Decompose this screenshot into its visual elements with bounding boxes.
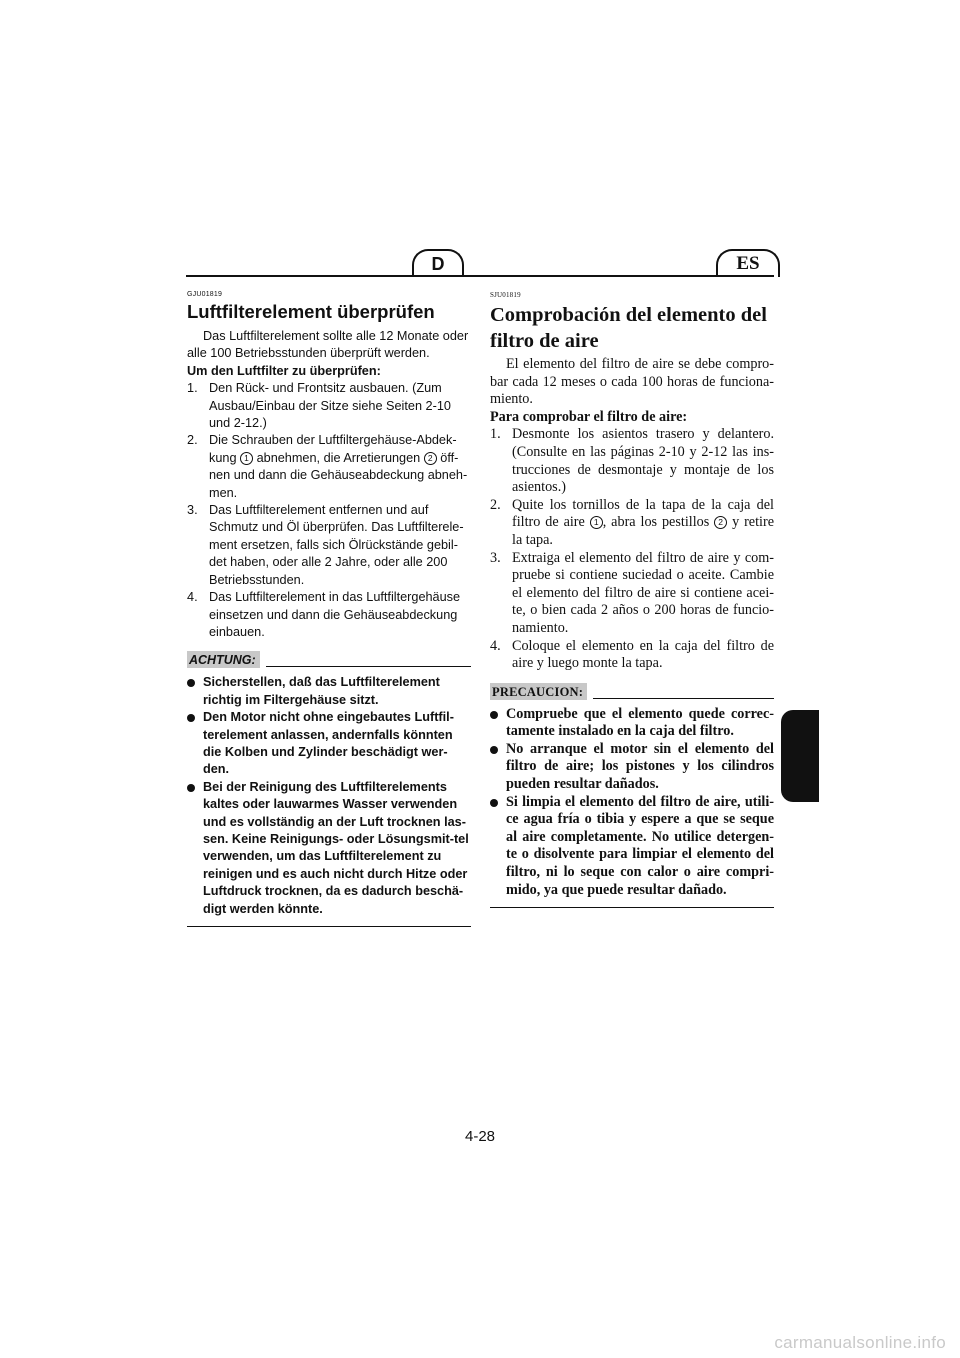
language-label-de: D: [431, 253, 445, 274]
caution-list: [187, 674, 471, 918]
intro-paragraph: El elemento del filtro de aire se debe compro-bar cada 12 meses o cada 100 horas de funciona-miento.: [490, 356, 774, 408]
step-number: 3.: [490, 549, 501, 566]
language-tab-spanish: [716, 249, 780, 277]
step-item: 4. Das Luftfilterelement in das Luftfiltergehäuse einsetzen und dann die Gehäuseabdeckung einbauen.: [187, 590, 461, 639]
step-number: 4.: [187, 590, 198, 605]
section-code: GJU01819: [187, 291, 223, 298]
step-item: 1. Desmonte los asientos trasero y delantero. (Consulte en las páginas 2-10 y 2-12 las ins-trucciones de desmontaje y montaje de los asientos.): [490, 426, 774, 496]
caution-item: No arranque el motor sin el elemento del filtro de aire; los pistones y los cilindros pueden resultar dañados.: [490, 741, 774, 794]
step-item: 3. Das Luftfilterelement entfernen und auf Schmutz und Öl überprüfen. Das Luftfilterele-ment ersetzen, falls sich Ölrückstände gebil-det haben, oder alle 2 Jahre, oder alle 200 Betriebsstunden.: [187, 503, 464, 587]
caution-header: [490, 682, 774, 700]
bullet-icon: [187, 784, 195, 792]
caution-header: [187, 650, 471, 668]
intro-paragraph: Das Luftfilterelement sollte alle 12 Monate oder alle 100 Betriebsstunden überprüft werden.: [187, 329, 469, 361]
caution-item: Si limpia el elemento del filtro de aire, utili-ce agua fría o tibia y espere a que se seque al aire completamente. No utilice detergen-te o disolvente para limpiar el elemento del filtro, ni lo seque con calor o aire compri-mido, ya que puede resultar dañado.: [490, 794, 774, 900]
caution-list: [490, 706, 774, 900]
bullet-icon: [490, 746, 498, 754]
step-number: 3.: [187, 503, 198, 518]
language-tab-german: [412, 249, 464, 277]
step-number: 2.: [490, 496, 501, 513]
bullet-icon: [490, 799, 498, 807]
step-item: 3. Extraiga el elemento del filtro de aire y com-pruebe si contiene suciedad o aceite. Cambie el elemento del filtro de aire si contiene acei-te, o bien cada 2 años o 200 horas de funcio-namiento.: [490, 549, 774, 636]
caution-item: Bei der Reinigung des Luftfilterelements kaltes oder lauwarmes Wasser verwenden und es vollständig an der Luft trocknen las-sen. Keine Reinigungs- oder Lösungsmit-tel verwenden, um das Luftfilterelement zu reinigen und es auch nicht durch Hitze oder Luftdruck trocknen, da es dadurch beschä-digt werden könnte.: [187, 779, 471, 918]
watermark: carmanualsonline.info: [774, 1333, 946, 1352]
section-title: Comprobación del elemento del filtro de aire: [490, 304, 767, 352]
caution-item: Den Motor nicht ohne eingebautes Luftfil-terelement anlassen, andernfalls könnten die Kolben und Zylinder beschädigt wer-den.: [187, 709, 471, 779]
step-list: [187, 380, 471, 641]
bullet-icon: [187, 679, 195, 687]
step-item: 2. Die Schrauben der Luftfiltergehäuse-Abdek-kung 1 abnehmen, die Arretierungen 2 öff-nen und dann die Gehäuseabdeckung abneh-men.: [187, 433, 468, 500]
caution-item: Compruebe que el elemento quede correc-tamente instalado en la caja del filtro.: [490, 706, 774, 741]
page-number: 4-28: [464, 1128, 496, 1145]
step-item: 2. Quite los tornillos de la tapa de la caja del filtro de aire 1 , abra los pestillos 2 y retire la tapa.: [490, 496, 775, 548]
section-code: SJU01819: [490, 291, 521, 299]
callout-marker: 1: [240, 452, 253, 465]
step-item: 1. Den Rück- und Frontsitz ausbauen. (Zum Ausbau/Einbau der Sitze siehe Seiten 2-10 und 2-12.): [187, 381, 451, 431]
bullet-icon: [187, 714, 195, 722]
procedure-heading: Para comprobar el filtro de aire:: [490, 408, 688, 425]
caution-rule: [266, 666, 471, 667]
callout-marker: 2: [714, 516, 727, 529]
caution-label: PRECAUCION:: [490, 683, 587, 700]
callout-marker: 1: [590, 516, 603, 529]
german-column: [187, 290, 471, 927]
language-label-es: ES: [736, 253, 760, 274]
caution-item: Sicherstellen, daß das Luftfilterelement richtig im Filtergehäuse sitzt.: [187, 674, 471, 709]
step-number: 4.: [490, 637, 501, 654]
spanish-column: [490, 290, 774, 908]
callout-marker: 2: [424, 452, 437, 465]
step-item: 4. Coloque el elemento en la caja del filtro de aire y luego monte la tapa.: [490, 637, 774, 672]
step-number: 1.: [187, 381, 198, 396]
step-number: 1.: [490, 426, 501, 443]
caution-end-rule: [490, 907, 774, 908]
section-title: Luftfilterelement überprüfen: [187, 301, 435, 322]
caution-end-rule: [187, 926, 471, 927]
caution-label: ACHTUNG:: [187, 651, 260, 668]
chapter-tab: [781, 710, 819, 802]
caution-rule: [593, 698, 774, 699]
bullet-icon: [490, 711, 498, 719]
procedure-heading: Um den Luftfilter zu überprüfen:: [187, 363, 381, 378]
step-list: [490, 426, 774, 672]
header-rule: [186, 275, 774, 277]
step-number: 2.: [187, 433, 198, 448]
